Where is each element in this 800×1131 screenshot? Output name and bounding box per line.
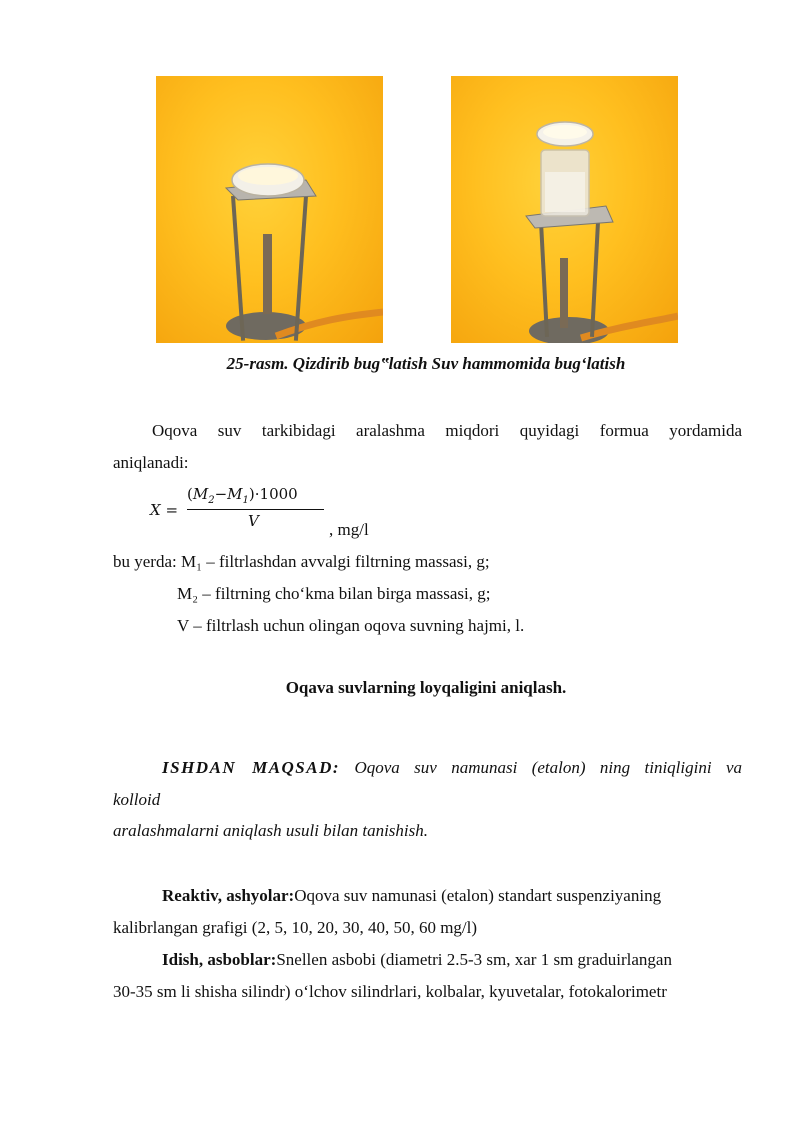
formula-lhs: X = [150, 501, 179, 519]
formula-m1: M [227, 485, 243, 503]
formula-denominator: V [248, 512, 259, 530]
equipment-line-1 [162, 944, 672, 976]
evaporation-photo-right [451, 76, 678, 343]
equipment-label: Idish, asboblar: [162, 950, 277, 969]
where-line-3: V – filtrlash uchun olingan oqova suvning hajmi, l. [177, 616, 525, 635]
equipment-text: Snellen asbobi (diametri 2.5-3 sm, xar 1 sm graduirlangan [276, 950, 672, 969]
goal-text: Oqova suv namunasi (etalon) ning tiniqligini va [354, 758, 743, 777]
formula-m1-sub: 1 [242, 495, 249, 506]
intro-line-1: Oqova suv tarkibidagi aralashma miqdori quyidagi formua yordamida [152, 421, 742, 440]
equipment-line-2: 30-35 sm li shisha silindr) o‘lchov silindrlari, kolbalar, kyuvetalar, fotokalorimetr [113, 982, 667, 1001]
reagents-line-2: kalibrlangan grafigi (2, 5, 10, 20, 30, 40, 50, 60 mg/l) [113, 918, 478, 937]
formula-m2-sub: 2 [208, 495, 215, 506]
goal-line-1 [162, 752, 742, 784]
evaporation-photo-left [156, 76, 383, 343]
formula-numerator [187, 485, 298, 506]
goal-label: ISHDAN MAQSAD: [162, 758, 341, 777]
reagents-text: Oqova suv namunasi (etalon) standart suspenziyaning [294, 886, 662, 905]
where-line-2: M₂ – filtrning cho‘kma bilan birga massasi, g; [177, 584, 491, 603]
reagents-line-1 [162, 880, 661, 912]
section-title: Oqava suvlarning loyqaligini aniqlash. [285, 678, 567, 697]
formula-fraction-bar [187, 509, 324, 510]
formula-unit: , mg/l [329, 520, 369, 539]
goal-line-2: kolloid [113, 790, 161, 809]
figure-caption: 25-rasm. Qizdirib bug‟latish Suv hammomida bug‘latish [226, 354, 626, 373]
goal-line-3: aralashmalarni aniqlash usuli bilan tanishish. [113, 821, 429, 840]
formula-paren-open: ( [187, 485, 193, 503]
formula-minus: − [214, 485, 228, 503]
formula-paren-close: )·1000 [248, 485, 298, 503]
intro-line-2: aniqlanadi: [113, 453, 189, 472]
reagents-label: Reaktiv, ashyolar: [162, 886, 295, 905]
formula-m2: M [192, 485, 209, 503]
where-line-1: bu yerda: M₁ – filtrlashdan avvalgi filtrning massasi, g; [113, 552, 490, 571]
